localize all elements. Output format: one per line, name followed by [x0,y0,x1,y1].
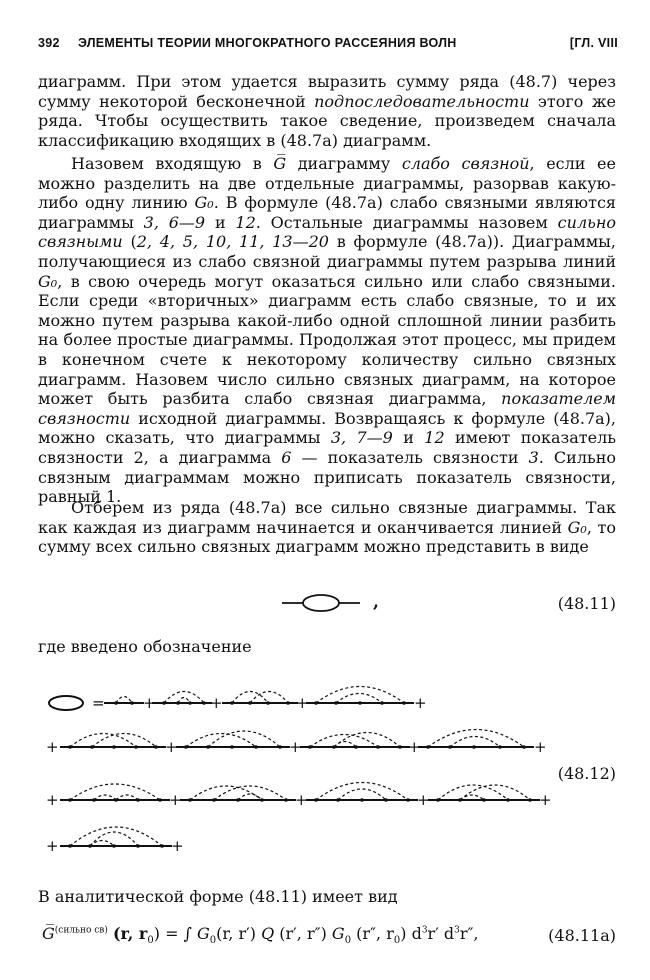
plus-sign: + [46,837,59,855]
notation-intro: где введено обозначение [38,637,252,656]
emphasis: показателем связности [38,389,616,428]
plus-sign: + [414,694,427,712]
formula-48-11a: G̅$^{(сильно св)}$ (r, $r_0$) = ∫ $G_0(r$, r′) Q (r′, r″) $G_0$ (r″, $r_0$) $d^3r'$ $d^3r''$, [42,924,479,947]
emphasis: подпоследовательности [314,91,530,111]
row-4 [60,827,172,848]
emphasis: сильно связными [38,212,617,252]
plus-sign: + [46,791,59,809]
analytic-intro: В аналитической форме (48.11) имеет вид [38,887,398,906]
plus-sign: + [295,791,308,809]
equation-number: (48.11а) [548,926,616,945]
plus-sign: + [539,791,552,809]
plus-sign: + [210,694,223,712]
plus-sign: + [296,694,309,712]
plus-sign: + [289,738,302,756]
plus-sign: + [165,738,178,756]
plus-sign: + [143,694,156,712]
plus-sign: + [408,738,421,756]
plus-sign: + [46,738,59,756]
paragraph-1: диаграмм. При этом удается выразить сумму ряда (48.7) через сумму некоторой бесконечной подпоследовательности этого же ряда. Чтобы осуществить такое сведение, произведем сначала классификацию входящих в (48.7а) диаграмм. [38,72,617,150]
plus-sign: + [171,837,184,855]
page-number: 392 [38,36,60,50]
plus-sign: + [169,791,182,809]
plus-sign: + [534,738,547,756]
emphasis: слабо связной [401,154,530,173]
equation-number: (48.12) [557,764,616,783]
equals-sign: = [92,694,105,712]
equation-punctuation: , [373,592,379,612]
running-title: ЭЛЕМЕНТЫ ТЕОРИИ МНОГОКРАТНОГО РАССЕЯНИЯ ВОЛН [78,36,457,50]
paragraph-2: Назовем входящую в G̅ диаграмму слабо связной, если ее можно разделить на две отдельные диаграммы, разорвав какую-либо одну линию G₀. В формуле (48.7а) слабо связными являются диаграммы 3, 6—9 и 12. Остальные диаграммы назовем сильно связными (2, 4, 5, 10, 11, 13—20 в формуле (48.7а)). Диаграммы, получающиеся из слабо связной диаграммы путем разрыва линий G₀, в свою очередь могут оказаться сильно или слабо связными. Если среди «вторичных» диаграмм есть слабо связные, то и их можно путем разрыва какой-либо одной сплошной линии разбить на более простые диаграммы. Продолжая этот процесс, мы придем в конечном счете к некоторому количеству сильно связных диаграмм. Назовем число сильно связных диаграмм, на которое может быть разбита слабо связная диаграмма, показателем связности исходной диаграммы. Возвращаясь к формуле (48.7а), можно сказать, что диаграммы 3, 7—9 и 12 имеют показатель связности 2, а диаграмма 6 — показатель связности 3. Сильно связным диаграммам можно приписать показатель связности, равный 1. [38,154,617,507]
equation-number: (48.11) [557,594,616,613]
paragraph-3: Отберем из ряда (48.7а) все сильно связные диаграммы. Так как каждая из диаграмм начинается и оканчивается линией G₀, то сумму всех сильно связных диаграмм можно представить в виде [38,498,617,557]
chapter-label: [ГЛ. VIII [569,36,618,50]
plus-sign: + [417,791,430,809]
